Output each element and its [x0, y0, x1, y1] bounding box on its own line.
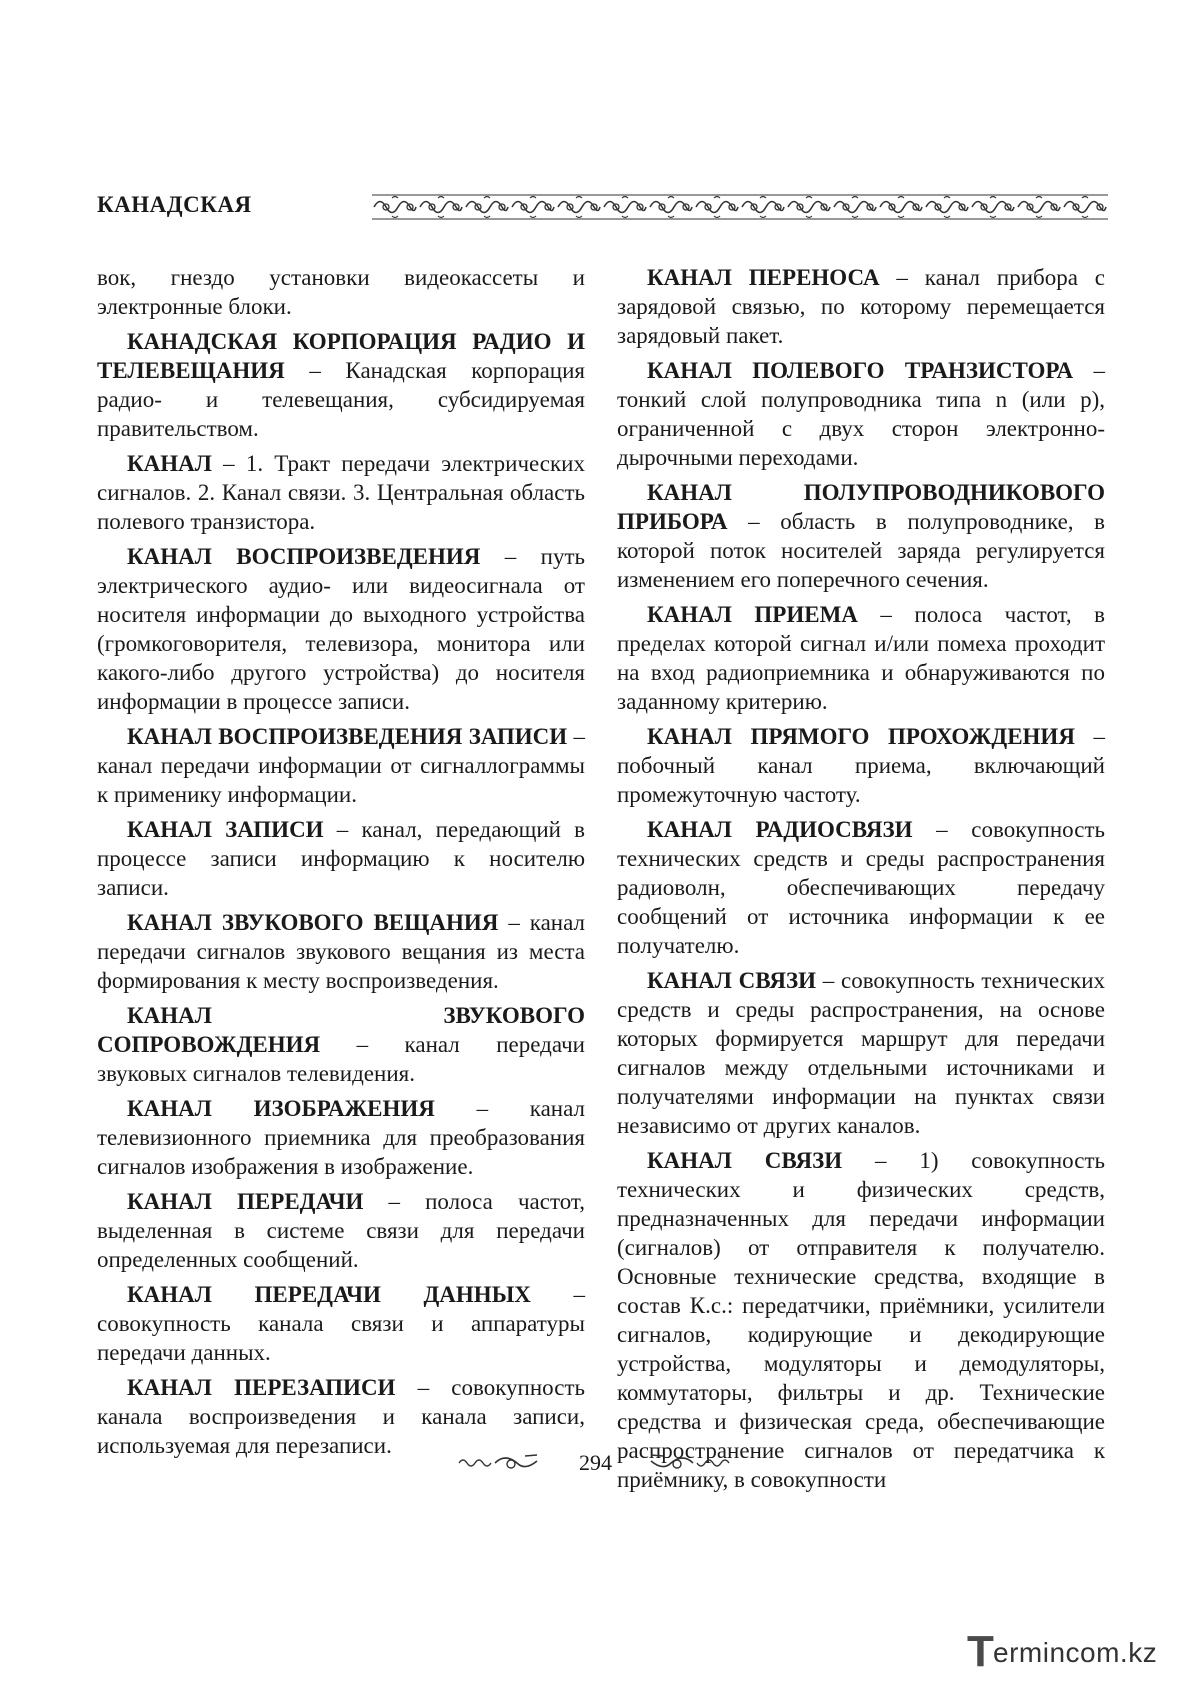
footer-ornament-left-icon — [455, 1452, 545, 1474]
entry-definition: – полоса частот, выделенная в системе связи для передачи определенных сообщений. — [97, 1189, 585, 1272]
entry-term: КАНАЛ РАДИОСВЯЗИ — [647, 817, 913, 842]
entry-definition: – совокупность канала воспроизведения и канала записи, используемая для перезаписи. — [97, 1375, 585, 1458]
running-head: КАНАДСКАЯ — [97, 192, 252, 217]
entry-term: КАНАЛ — [127, 451, 212, 476]
dictionary-entry — [97, 1187, 585, 1274]
entry-term: КАНАЛ ИЗОБРАЖЕНИЯ — [127, 1096, 435, 1121]
entry-term: КАНАЛ ПЕРЕДАЧИ — [127, 1189, 364, 1214]
dictionary-entry — [97, 815, 585, 902]
entry-term: КАНАЛ ВОСПРОИЗВЕДЕНИЯ ЗАПИСИ — [127, 724, 568, 749]
entry-term: КАНАЛ ПРЯМОГО ПРОХОЖДЕНИЯ — [647, 724, 1075, 749]
entry-definition: – канал передачи сигналов звукового вещания из места формирования к месту воспроизведения. — [97, 910, 585, 993]
entry-definition: – путь электрического аудио- или видеосигнала от носителя информации до выходного устройства (громкоговорителя, телевизора, монитора или какого-либо другого устройства) до носителя информации в процессе записи. — [97, 544, 585, 714]
dictionary-entry — [617, 600, 1105, 716]
dictionary-entry — [97, 1373, 585, 1460]
dictionary-entry — [97, 263, 585, 321]
dictionary-entry — [97, 1001, 585, 1088]
dictionary-entry — [617, 356, 1105, 472]
entry-term: КАНАЛ СВЯЗИ — [647, 968, 817, 993]
brand-initial: T — [967, 1627, 994, 1676]
dictionary-entry — [97, 908, 585, 995]
entry-term: КАНАЛ ЗВУКОВОГО СОПРОВОЖДЕНИЯ — [97, 1003, 585, 1057]
termincom-logo[interactable] — [965, 1627, 1185, 1676]
entry-definition: – канал передачи информации от сигналлограммы к применику информации. — [97, 724, 585, 807]
entry-definition: – канал прибора с зарядовой связью, по которому перемещается зарядовый пакет. — [617, 265, 1106, 348]
dictionary-entry — [97, 1280, 585, 1367]
dictionary-entry — [97, 449, 585, 536]
entry-definition: – тонкий слой полупроводника типа n (или p), ограниченной с двух сторон электронно-дырочными переходами. — [617, 358, 1106, 470]
entry-definition: вок, гнездо установки видеокассеты и электронные блоки. — [97, 265, 585, 319]
entry-term: КАНАЛ ПОЛЕВОГО ТРАНЗИСТОРА — [647, 358, 1074, 383]
entry-term: КАНАДСКАЯ КОРПОРАЦИЯ РАДИО И ТЕЛЕВЕЩАНИЯ — [97, 329, 585, 383]
entry-term: КАНАЛ ВОСПРОИЗВЕДЕНИЯ — [127, 544, 481, 569]
left-column — [97, 263, 585, 1466]
dictionary-entry — [617, 722, 1105, 809]
dictionary-entry — [97, 542, 585, 716]
entry-definition: – полоса частот, в пределах которой сигнал и/или помеха проходит на вход радиоприемника и обнаруживаются по заданному критерию. — [617, 602, 1105, 714]
entry-term: КАНАЛ ПЕРЕДАЧИ ДАННЫХ — [127, 1282, 531, 1307]
dictionary-entry — [97, 327, 585, 443]
dictionary-entry — [97, 1094, 585, 1181]
dictionary-entry — [617, 815, 1105, 960]
entry-term: КАНАЛ ПОЛУПРОВОДНИКОВОГО ПРИБОРА — [617, 480, 1105, 534]
entry-definition: – канал передачи звуковых сигналов телевидения. — [97, 1032, 585, 1086]
entry-definition: – 1. Тракт передачи электрических сигналов. 2. Канал связи. 3. Центральная область полевого транзистора. — [97, 451, 585, 534]
entry-term: КАНАЛ ЗВУКОВОГО ВЕЩАНИЯ — [127, 910, 499, 935]
entry-term: КАНАЛ СВЯЗИ — [647, 1148, 843, 1173]
entry-definition: – побочный канал приема, включающий промежуточную частоту. — [617, 724, 1105, 807]
entry-definition: – совокупность технических средств и среды распространения, на основе которых формируется маршрут для передачи сигналов между отдельными источниками и получателями информации на пунктах связи независимо от других каналов. — [617, 968, 1105, 1138]
brand-name: ermincom.kz — [993, 1637, 1158, 1668]
entry-term: КАНАЛ ПЕРЕЗАПИСИ — [127, 1375, 396, 1400]
entry-term: КАНАЛ ПРИЕМА — [647, 602, 858, 627]
footer-ornament-right-icon — [643, 1452, 733, 1474]
entry-definition: – совокупность канала связи и аппаратуры передачи данных. — [97, 1282, 585, 1365]
entry-definition: – 1) совокупность технических и физических средств, предназначенных для передачи информации (сигналов) от отправителя к получателю. Основные технические средства, входящие в состав К.с.: передатчики, приёмники, усилители сигналов, кодирующие и декодирующие устройства, модуляторы и демодуляторы, коммутаторы, фильтры и др. Технические средства и физическая среда, обеспечивающие распространение сигналов от передатчика к приёмнику, в совокупности — [617, 1148, 1105, 1492]
entry-definition: – Канадская корпорация радио- и телевещания, субсидируемая правительством. — [97, 358, 585, 441]
dictionary-entry — [97, 722, 585, 809]
dictionary-entry — [617, 966, 1105, 1140]
right-column — [617, 263, 1105, 1500]
entry-definition: – совокупность технических средств и среды распространения радиоволн, обеспечивающих передачу сообщений от источника информации к ее получателю. — [617, 817, 1105, 958]
dictionary-entry — [617, 478, 1105, 594]
entry-term: КАНАЛ ПЕРЕНОСА — [647, 265, 880, 290]
page-number: 294 — [579, 1450, 612, 1475]
dictionary-entry — [617, 263, 1105, 350]
dictionary-entry — [617, 1146, 1105, 1494]
ornament-band-icon — [372, 192, 1108, 222]
entry-term: КАНАЛ ЗАПИСИ — [127, 817, 324, 842]
entry-definition: – область в полупроводнике, в которой поток носителей заряда регулируется изменением его поперечного сечения. — [617, 509, 1105, 592]
entry-definition: – канал телевизионного приемника для преобразования сигналов изображения в изображение. — [97, 1096, 585, 1179]
entry-definition: – канал, передающий в процессе записи информацию к носителю записи. — [97, 817, 586, 900]
